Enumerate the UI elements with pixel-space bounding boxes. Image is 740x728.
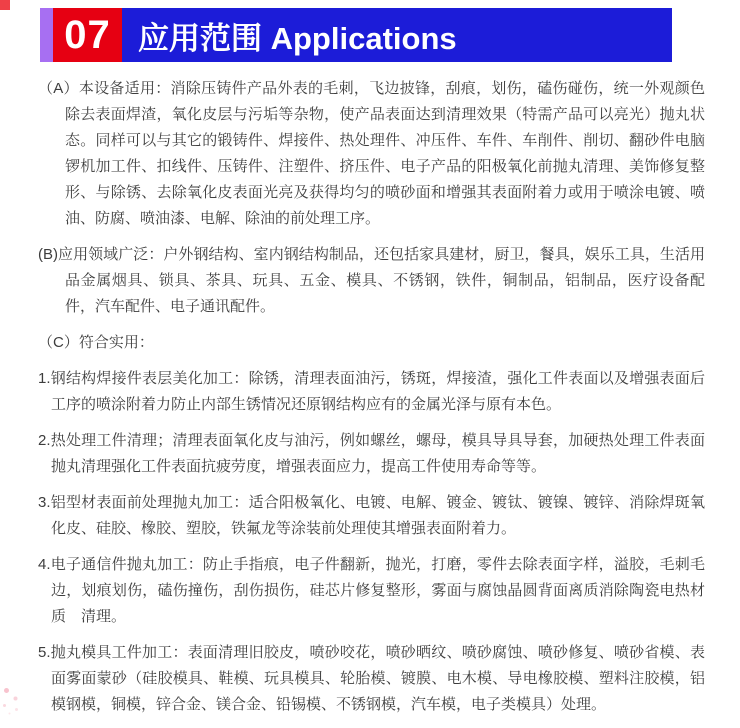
section-header (40, 8, 672, 62)
list-item-2: 2.热处理工件清理；清理表面氧化皮与油污，例如螺丝，螺母，模具导具导套，加硬热处理工件表面抛丸清理强化工件表面抗疲劳度，增强表面应力，提高工件使用寿命等等。 (38, 432, 705, 475)
list-item-5: 5.抛丸模具工件加工：表面清理旧胶皮，喷砂咬花，喷砂晒纹、喷砂腐蚀、喷砂修复、喷砂省模、表面雾面蒙砂（硅胶模具、鞋模、玩具模具、轮胎模、镀膜、电木模、导电橡胶模、塑料注胶模，铝模钢模，铜模，锌合金、镁合金、铅锡模、不锈钢模，汽车模，电子类模具）处理。 (38, 644, 705, 713)
paragraph-b: (B)应用领域广泛：户外钢结构、室内钢结构制品，还包括家具建材，厨卫，餐具，娱乐工具，生活用品金属烟具、锁具、茶具、玩具、五金、模具、不锈钢，铁件，铜制品，铝制品，医疗设备配件，汽车配件、电子通讯配件。 (38, 246, 705, 315)
paragraph-c-heading: （C）符合实用： (38, 334, 154, 351)
header-purple-accent (40, 8, 53, 62)
corner-red-mark (0, 0, 10, 10)
paragraph-a: （A）本设备适用：消除压铸件产品外表的毛刺，飞边披锋，刮痕，划伤，磕伤碰伤，统一外观颜色除去表面焊渣，氧化皮层与污垢等杂物，使产品表面达到清理效果（特需产品可以亮光）抛丸状态。同样可以与其它的锻铸件、焊接件、热处理件、冲压件、车件、车削件、削切、翻砂件电脑锣机加工件、扣线件、压铸件、注塑件、挤压件、电子产品的阳极氧化前抛丸清理、美饰修复整形、与除锈、去除氧化皮表面光亮及获得均匀的喷砂面和增强其表面附着力或用于喷涂电镀、喷油、防腐、喷油漆、电解、除油的前处理工序。 (38, 80, 705, 227)
list-item-3: 3.铝型材表面前处理抛丸加工：适合阳极氧化、电镀、电解、镀金、镀钛、镀镍、镀锌、消除焊斑氧化皮、硅胶、橡胶、塑胶，铁氟龙等涂装前处理使其增强表面附着力。 (38, 494, 705, 537)
list-item-4: 4.电子通信件抛丸加工：防止手指痕，电子件翻新，抛光，打磨，零件去除表面字样，溢胶，毛刺毛边，划痕划伤，磕伤撞伤，刮伤损伤，硅芯片修复整形，雾面与腐蚀晶圆背面离质消除陶瓷电热材质 清理。 (38, 556, 705, 625)
document-body (38, 76, 705, 728)
header-title-bar (122, 8, 672, 62)
section-number: 07 (53, 8, 122, 62)
watermark-speckles (4, 688, 9, 693)
list-item-1: 1.钢结构焊接件表层美化加工：除锈，清理表面油污，锈斑，焊接渣，强化工件表面以及增强表面后工序的喷涂附着力防止内部生锈情况还原钢结构应有的金属光泽与原有本色。 (38, 370, 705, 413)
section-title: 应用范围 Applications (138, 20, 457, 56)
